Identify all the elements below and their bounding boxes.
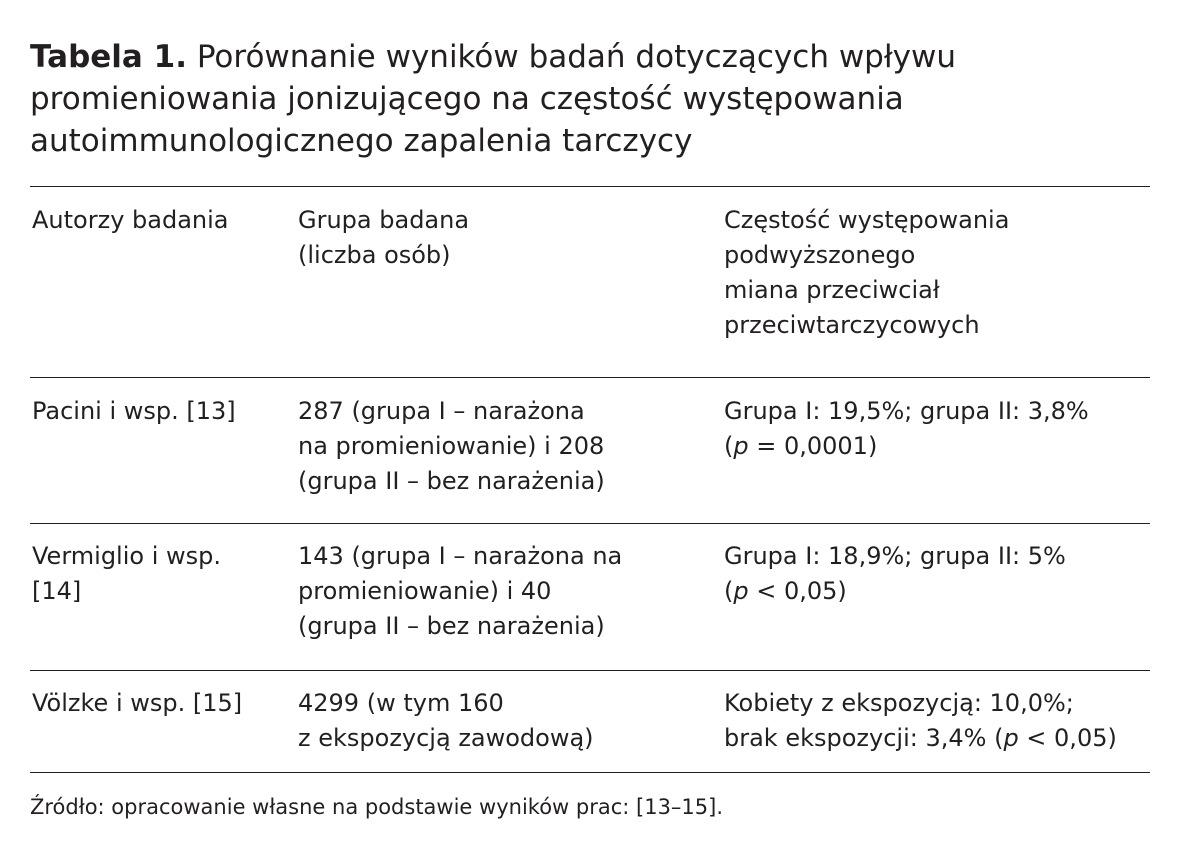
table-bottom-rule xyxy=(30,772,1150,773)
row-rule xyxy=(30,670,1150,671)
row-group: 287 (grupa I – narażona na promieniowanie) i 208 (grupa II – bez narażenia) xyxy=(298,397,605,495)
row-group: 4299 (w tym 160 z ekspozycją zawodową) xyxy=(298,689,594,752)
caption-text xyxy=(30,36,1170,162)
row-result: Grupa I: 18,9%; grupa II: 5% (p < 0,05) xyxy=(724,542,1066,605)
header-frequency: Częstość występowania podwyższonego miana przeciwciał przeciwtarczycowych xyxy=(724,206,1010,339)
header-rule xyxy=(30,377,1150,378)
row-authors: Pacini i wsp. [13] xyxy=(32,397,236,425)
row-result: Kobiety z ekspozycją: 10,0%; brak ekspozycji: 3,4% (p < 0,05) xyxy=(724,689,1117,752)
row-authors: Völzke i wsp. [15] xyxy=(32,689,243,717)
caption-label: Tabela 1. xyxy=(30,39,187,75)
header-authors: Autorzy badania xyxy=(32,206,229,234)
header-group: Grupa badana (liczba osób) xyxy=(298,206,470,269)
row-rule xyxy=(30,523,1150,524)
source-note: Źródło: opracowanie własne na podstawie wyników prac: [13–15]. xyxy=(30,795,724,819)
table-top-rule xyxy=(30,186,1150,187)
row-authors: Vermiglio i wsp. [14] xyxy=(32,542,221,605)
row-result: Grupa I: 19,5%; grupa II: 3,8% (p = 0,0001) xyxy=(724,397,1089,460)
row-group: 143 (grupa I – narażona na promieniowanie) i 40 (grupa II – bez narażenia) xyxy=(298,542,623,640)
caption-title: Porównanie wyników badań dotyczących wpływu promieniowania jonizującego na częstość występowania autoimmunologicznego zapalenia tarczycy xyxy=(30,39,957,159)
